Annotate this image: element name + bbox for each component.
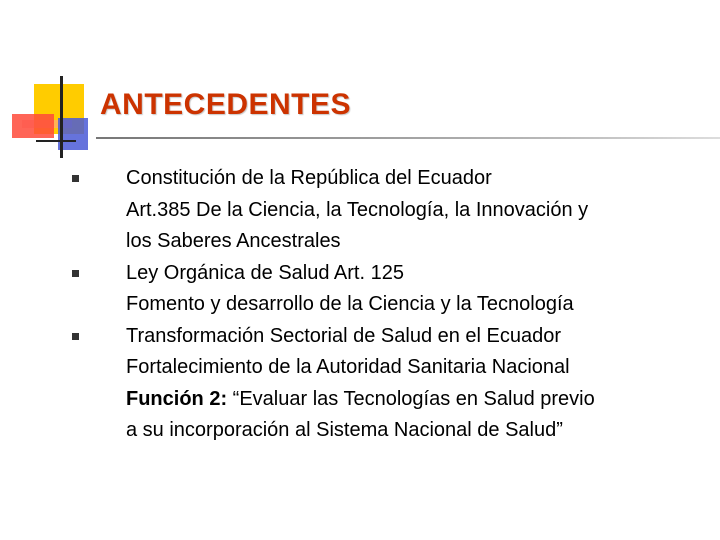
funcion-text: “Evaluar las Tecnologías en Salud previo [227,387,595,410]
bullet-item-transformacion [126,321,706,447]
vertical-line-decoration [60,76,63,158]
funcion-continuation-line: a su incorporación al Sistema Nacional de Salud” [126,419,563,441]
bullet-list [126,163,706,447]
square-bullet-icon [72,333,79,340]
logo-decoration [0,0,720,170]
bullet-line: Transformación Sectorial de Salud en el Ecuador [126,324,562,347]
bullet-line: Ley Orgánica de Salud Art. 125 [126,261,404,284]
bullet-line: Constitución de la República del Ecuador [126,167,492,189]
bullet-item-constitucion [126,163,706,258]
bullet-item-ley-organica [126,258,706,321]
square-bullet-icon [72,175,79,182]
red-square-decoration [12,114,54,138]
square-bullet-icon [72,270,79,277]
short-horizontal-line-decoration [36,140,76,142]
slide-title: ANTECEDENTES [100,88,352,121]
bullet-line: Fortalecimiento de la Autoridad Sanitaria Nacional [126,356,570,378]
title-underline-rule [96,137,720,139]
bullet-line: Art.385 De la Ciencia, la Tecnología, la Innovación y [126,198,589,221]
bullet-line: Fomento y desarrollo de la Ciencia y la Tecnología [126,293,574,315]
funcion-line [126,384,706,416]
bullet-line: los Saberes Ancestrales [126,230,341,252]
funcion-label: Función 2: [126,387,228,410]
